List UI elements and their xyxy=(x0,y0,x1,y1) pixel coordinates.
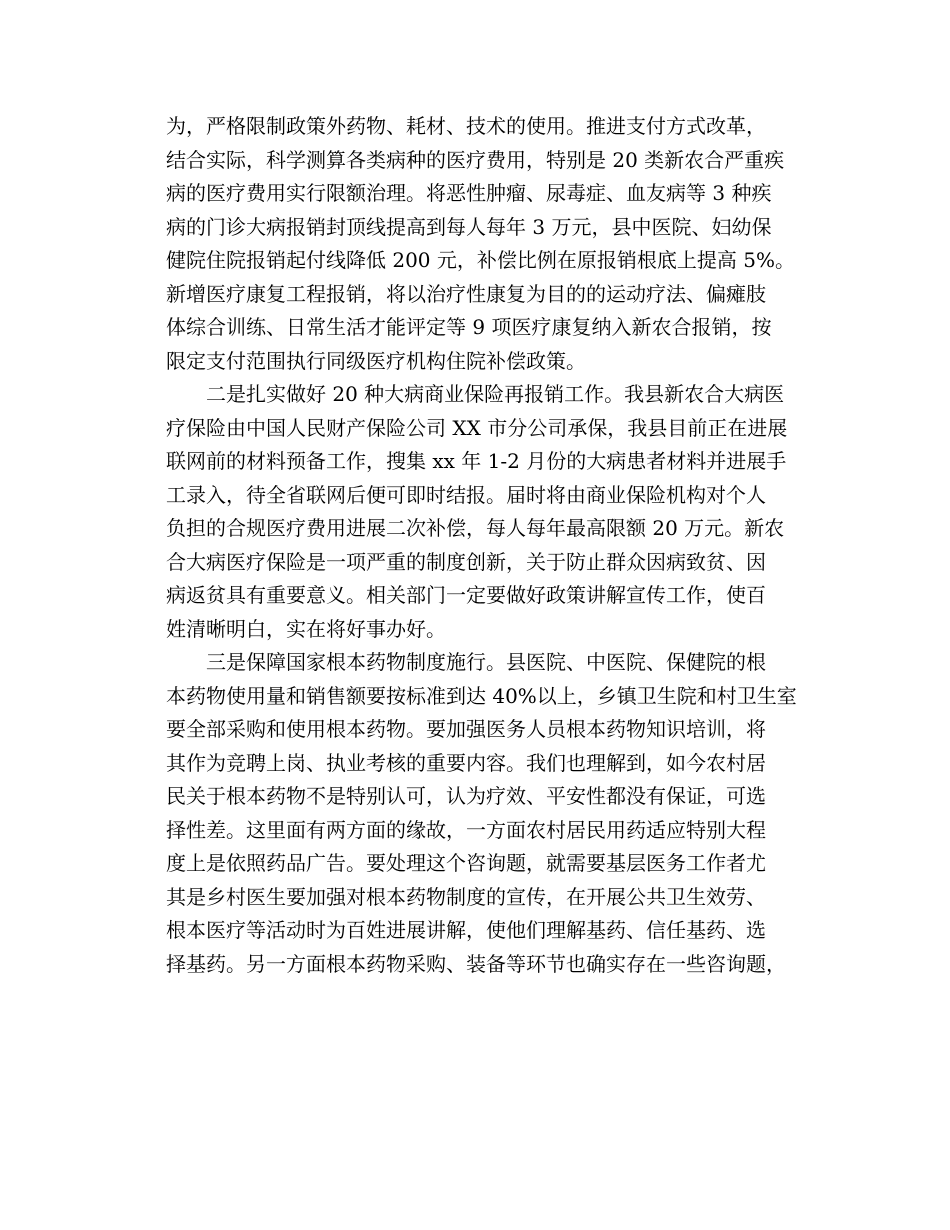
text-line: 病的医疗费用实行限额治理。将恶性肿瘤、尿毒症、血友病等 3 种疾 xyxy=(166,181,772,205)
text-line: 限定支付范围执行同级医疗机构住院补偿政策。 xyxy=(166,348,586,373)
text-line: 度上是依照药品广告。要处理这个咨询题，就需要基层医务工作者尤 xyxy=(166,851,766,875)
text-line: 健院住院报销起付线降低 200 元，补偿比例在原报销根底上提高 5%。 xyxy=(166,248,795,272)
text-line: 新增医疗康复工程报销，将以治疗性康复为目的的运动疗法、偏瘫肢 xyxy=(166,281,766,306)
text-line: 二是扎实做好 20 种大病商业保险再报销工作。我县新农合大病医 xyxy=(206,382,785,406)
text-line: 其作为竞聘上岗、执业考核的重要内容。我们也理解到，如今农村居 xyxy=(166,750,766,775)
text-line: 根本医疗等活动时为百姓进展讲解，使他们理解基药、信任基药、选 xyxy=(166,918,766,942)
text-line: 联网前的材料预备工作，搜集 xx 年 1-2 月份的大病患者材料并进展手 xyxy=(166,449,787,473)
text-line: 病返贫具有重要意义。相关部门一定要做好政策讲解宣传工作，使百 xyxy=(166,583,766,607)
text-line: 疗保险由中国人民财产保险公司 XX 市分公司承保，我县目前正在进展 xyxy=(166,415,788,440)
text-line: 合大病医疗保险是一项严重的制度创新，关于防止群众因病致贫、因 xyxy=(166,549,766,574)
text-line: 姓清晰明白，实在将好事办好。 xyxy=(166,616,446,641)
text-line: 要全部采购和使用根本药物。要加强医务人员根本药物知识培训，将 xyxy=(166,717,766,741)
text-line: 三是保障国家根本药物制度施行。县医院、中医院、保健院的根 xyxy=(206,650,766,674)
paragraph-2 xyxy=(166,378,836,646)
text-line: 民关于根本药物不是特别认可，认为疗效、平安性都没有保证，可选 xyxy=(166,784,766,808)
body-text xyxy=(166,110,836,981)
text-line: 择性差。这里面有两方面的缘故，一方面农村居民用药适应特别大程 xyxy=(166,817,766,842)
text-line: 本药物使用量和销售额要按标准到达 40%以上，乡镇卫生院和村卫生室 xyxy=(166,683,797,708)
text-line: 病的门诊大病报销封顶线提高到每人每年 3 万元，县中医院、妇幼保 xyxy=(166,214,772,239)
text-line: 其是乡村医生要加强对根本药物制度的宣传，在开展公共卫生效劳、 xyxy=(166,884,766,909)
text-line: 工录入，待全省联网后便可即时结报。届时将由商业保险机构对个人 xyxy=(166,482,766,507)
text-line: 择基药。另一方面根本药物采购、装备等环节也确实存在一些咨询题， xyxy=(166,951,786,976)
paragraph-1 xyxy=(166,110,836,378)
text-line: 结合实际，科学测算各类病种的医疗费用，特别是 20 类新农合严重疾 xyxy=(166,147,785,172)
text-line: 负担的合规医疗费用进展二次补偿，每人每年最高限额 20 万元。新农 xyxy=(166,516,785,540)
paragraph-3 xyxy=(166,646,836,981)
text-line: 为，严格限制政策外药物、耗材、技术的使用。推进支付方式改革， xyxy=(166,114,766,138)
text-line: 体综合训练、日常生活才能评定等 9 项医疗康复纳入新农合报销，按 xyxy=(166,315,772,339)
